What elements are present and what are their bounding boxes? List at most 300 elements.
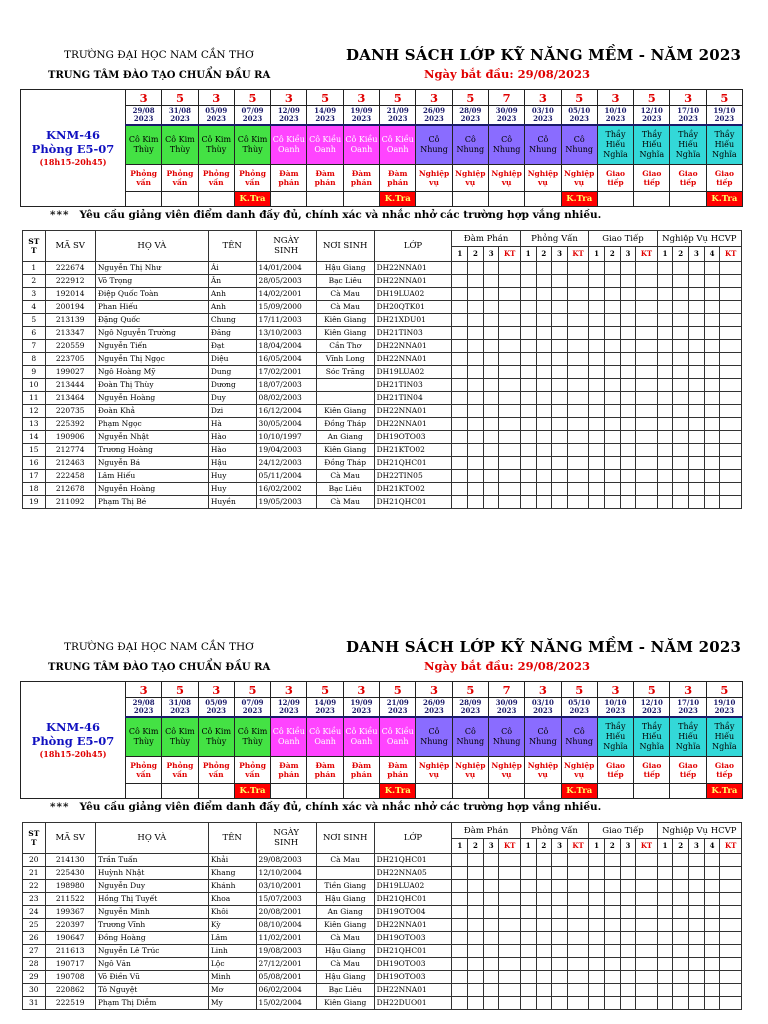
attendance-cell[interactable] — [636, 470, 657, 483]
attendance-cell[interactable] — [657, 431, 673, 444]
attendance-cell[interactable] — [620, 262, 636, 275]
attendance-cell[interactable] — [704, 997, 720, 1010]
attendance-cell[interactable] — [468, 262, 484, 275]
attendance-cell[interactable] — [689, 366, 705, 379]
attendance-cell[interactable] — [567, 314, 588, 327]
attendance-cell[interactable] — [483, 340, 499, 353]
attendance-cell[interactable] — [589, 867, 605, 880]
attendance-cell[interactable] — [499, 353, 520, 366]
attendance-cell[interactable] — [499, 431, 520, 444]
attendance-cell[interactable] — [704, 288, 720, 301]
attendance-cell[interactable] — [636, 431, 657, 444]
attendance-cell[interactable] — [604, 418, 620, 431]
attendance-cell[interactable] — [657, 906, 673, 919]
attendance-cell[interactable] — [452, 418, 468, 431]
attendance-cell[interactable] — [536, 444, 552, 457]
attendance-cell[interactable] — [536, 392, 552, 405]
attendance-cell[interactable] — [636, 262, 657, 275]
attendance-cell[interactable] — [483, 932, 499, 945]
attendance-cell[interactable] — [673, 945, 689, 958]
attendance-cell[interactable] — [567, 971, 588, 984]
attendance-cell[interactable] — [589, 431, 605, 444]
attendance-cell[interactable] — [536, 353, 552, 366]
attendance-cell[interactable] — [673, 301, 689, 314]
attendance-cell[interactable] — [657, 483, 673, 496]
attendance-cell[interactable] — [552, 854, 568, 867]
attendance-cell[interactable] — [720, 275, 742, 288]
attendance-cell[interactable] — [620, 971, 636, 984]
attendance-cell[interactable] — [567, 984, 588, 997]
attendance-cell[interactable] — [673, 379, 689, 392]
attendance-cell[interactable] — [567, 431, 588, 444]
attendance-cell[interactable] — [536, 893, 552, 906]
attendance-cell[interactable] — [468, 431, 484, 444]
attendance-cell[interactable] — [620, 288, 636, 301]
attendance-cell[interactable] — [468, 392, 484, 405]
attendance-cell[interactable] — [673, 340, 689, 353]
attendance-cell[interactable] — [552, 327, 568, 340]
attendance-cell[interactable] — [673, 444, 689, 457]
attendance-cell[interactable] — [552, 314, 568, 327]
attendance-cell[interactable] — [552, 340, 568, 353]
attendance-cell[interactable] — [468, 457, 484, 470]
attendance-cell[interactable] — [452, 314, 468, 327]
attendance-cell[interactable] — [589, 958, 605, 971]
attendance-cell[interactable] — [636, 353, 657, 366]
attendance-cell[interactable] — [636, 366, 657, 379]
attendance-cell[interactable] — [720, 327, 742, 340]
attendance-cell[interactable] — [704, 880, 720, 893]
attendance-cell[interactable] — [499, 906, 520, 919]
attendance-cell[interactable] — [536, 457, 552, 470]
attendance-cell[interactable] — [704, 431, 720, 444]
attendance-cell[interactable] — [520, 457, 536, 470]
attendance-cell[interactable] — [704, 906, 720, 919]
attendance-cell[interactable] — [536, 496, 552, 509]
attendance-cell[interactable] — [499, 366, 520, 379]
attendance-cell[interactable] — [689, 418, 705, 431]
attendance-cell[interactable] — [452, 366, 468, 379]
attendance-cell[interactable] — [468, 893, 484, 906]
attendance-cell[interactable] — [704, 392, 720, 405]
attendance-cell[interactable] — [499, 483, 520, 496]
attendance-cell[interactable] — [604, 893, 620, 906]
attendance-cell[interactable] — [552, 867, 568, 880]
attendance-cell[interactable] — [636, 893, 657, 906]
attendance-cell[interactable] — [673, 418, 689, 431]
attendance-cell[interactable] — [620, 932, 636, 945]
attendance-cell[interactable] — [620, 379, 636, 392]
attendance-cell[interactable] — [552, 997, 568, 1010]
attendance-cell[interactable] — [552, 366, 568, 379]
attendance-cell[interactable] — [520, 906, 536, 919]
attendance-cell[interactable] — [636, 997, 657, 1010]
attendance-cell[interactable] — [452, 470, 468, 483]
attendance-cell[interactable] — [499, 893, 520, 906]
attendance-cell[interactable] — [604, 327, 620, 340]
attendance-cell[interactable] — [483, 275, 499, 288]
attendance-cell[interactable] — [567, 854, 588, 867]
attendance-cell[interactable] — [552, 971, 568, 984]
attendance-cell[interactable] — [589, 444, 605, 457]
attendance-cell[interactable] — [520, 470, 536, 483]
attendance-cell[interactable] — [499, 379, 520, 392]
attendance-cell[interactable] — [589, 997, 605, 1010]
attendance-cell[interactable] — [673, 275, 689, 288]
attendance-cell[interactable] — [452, 867, 468, 880]
attendance-cell[interactable] — [673, 984, 689, 997]
attendance-cell[interactable] — [567, 405, 588, 418]
attendance-cell[interactable] — [536, 418, 552, 431]
attendance-cell[interactable] — [604, 275, 620, 288]
attendance-cell[interactable] — [520, 366, 536, 379]
attendance-cell[interactable] — [552, 906, 568, 919]
attendance-cell[interactable] — [483, 880, 499, 893]
attendance-cell[interactable] — [567, 288, 588, 301]
attendance-cell[interactable] — [604, 301, 620, 314]
attendance-cell[interactable] — [620, 431, 636, 444]
attendance-cell[interactable] — [620, 880, 636, 893]
attendance-cell[interactable] — [657, 496, 673, 509]
attendance-cell[interactable] — [604, 288, 620, 301]
attendance-cell[interactable] — [483, 470, 499, 483]
attendance-cell[interactable] — [499, 958, 520, 971]
attendance-cell[interactable] — [604, 945, 620, 958]
attendance-cell[interactable] — [483, 366, 499, 379]
attendance-cell[interactable] — [657, 932, 673, 945]
attendance-cell[interactable] — [704, 496, 720, 509]
attendance-cell[interactable] — [520, 262, 536, 275]
attendance-cell[interactable] — [620, 906, 636, 919]
attendance-cell[interactable] — [673, 919, 689, 932]
attendance-cell[interactable] — [673, 353, 689, 366]
attendance-cell[interactable] — [520, 919, 536, 932]
attendance-cell[interactable] — [604, 314, 620, 327]
attendance-cell[interactable] — [520, 483, 536, 496]
attendance-cell[interactable] — [604, 392, 620, 405]
attendance-cell[interactable] — [704, 379, 720, 392]
attendance-cell[interactable] — [520, 997, 536, 1010]
attendance-cell[interactable] — [567, 945, 588, 958]
attendance-cell[interactable] — [657, 262, 673, 275]
attendance-cell[interactable] — [468, 418, 484, 431]
attendance-cell[interactable] — [552, 984, 568, 997]
attendance-cell[interactable] — [520, 893, 536, 906]
attendance-cell[interactable] — [589, 893, 605, 906]
attendance-cell[interactable] — [520, 945, 536, 958]
attendance-cell[interactable] — [589, 262, 605, 275]
attendance-cell[interactable] — [620, 366, 636, 379]
attendance-cell[interactable] — [636, 854, 657, 867]
attendance-cell[interactable] — [483, 301, 499, 314]
attendance-cell[interactable] — [604, 997, 620, 1010]
attendance-cell[interactable] — [720, 483, 742, 496]
attendance-cell[interactable] — [452, 353, 468, 366]
attendance-cell[interactable] — [620, 314, 636, 327]
attendance-cell[interactable] — [567, 932, 588, 945]
attendance-cell[interactable] — [520, 867, 536, 880]
attendance-cell[interactable] — [636, 340, 657, 353]
attendance-cell[interactable] — [704, 353, 720, 366]
attendance-cell[interactable] — [483, 392, 499, 405]
attendance-cell[interactable] — [567, 470, 588, 483]
attendance-cell[interactable] — [720, 470, 742, 483]
attendance-cell[interactable] — [520, 932, 536, 945]
attendance-cell[interactable] — [483, 483, 499, 496]
attendance-cell[interactable] — [499, 919, 520, 932]
attendance-cell[interactable] — [720, 457, 742, 470]
attendance-cell[interactable] — [536, 971, 552, 984]
attendance-cell[interactable] — [657, 984, 673, 997]
attendance-cell[interactable] — [452, 893, 468, 906]
attendance-cell[interactable] — [468, 932, 484, 945]
attendance-cell[interactable] — [657, 919, 673, 932]
attendance-cell[interactable] — [620, 405, 636, 418]
attendance-cell[interactable] — [673, 496, 689, 509]
attendance-cell[interactable] — [689, 958, 705, 971]
attendance-cell[interactable] — [620, 470, 636, 483]
attendance-cell[interactable] — [567, 379, 588, 392]
attendance-cell[interactable] — [673, 431, 689, 444]
attendance-cell[interactable] — [604, 496, 620, 509]
attendance-cell[interactable] — [689, 314, 705, 327]
attendance-cell[interactable] — [673, 314, 689, 327]
attendance-cell[interactable] — [689, 483, 705, 496]
attendance-cell[interactable] — [567, 867, 588, 880]
attendance-cell[interactable] — [520, 392, 536, 405]
attendance-cell[interactable] — [720, 919, 742, 932]
attendance-cell[interactable] — [499, 880, 520, 893]
attendance-cell[interactable] — [483, 353, 499, 366]
attendance-cell[interactable] — [483, 984, 499, 997]
attendance-cell[interactable] — [720, 392, 742, 405]
attendance-cell[interactable] — [499, 971, 520, 984]
attendance-cell[interactable] — [589, 932, 605, 945]
attendance-cell[interactable] — [589, 405, 605, 418]
attendance-cell[interactable] — [567, 392, 588, 405]
attendance-cell[interactable] — [636, 496, 657, 509]
attendance-cell[interactable] — [520, 418, 536, 431]
attendance-cell[interactable] — [483, 288, 499, 301]
attendance-cell[interactable] — [636, 932, 657, 945]
attendance-cell[interactable] — [636, 327, 657, 340]
attendance-cell[interactable] — [552, 457, 568, 470]
attendance-cell[interactable] — [567, 893, 588, 906]
attendance-cell[interactable] — [452, 379, 468, 392]
attendance-cell[interactable] — [567, 906, 588, 919]
attendance-cell[interactable] — [499, 457, 520, 470]
attendance-cell[interactable] — [520, 984, 536, 997]
attendance-cell[interactable] — [620, 483, 636, 496]
attendance-cell[interactable] — [567, 444, 588, 457]
attendance-cell[interactable] — [689, 301, 705, 314]
attendance-cell[interactable] — [552, 431, 568, 444]
attendance-cell[interactable] — [499, 392, 520, 405]
attendance-cell[interactable] — [720, 893, 742, 906]
attendance-cell[interactable] — [657, 893, 673, 906]
attendance-cell[interactable] — [520, 971, 536, 984]
attendance-cell[interactable] — [499, 314, 520, 327]
attendance-cell[interactable] — [657, 971, 673, 984]
attendance-cell[interactable] — [720, 945, 742, 958]
attendance-cell[interactable] — [636, 444, 657, 457]
attendance-cell[interactable] — [468, 288, 484, 301]
attendance-cell[interactable] — [567, 880, 588, 893]
attendance-cell[interactable] — [620, 418, 636, 431]
attendance-cell[interactable] — [657, 457, 673, 470]
attendance-cell[interactable] — [452, 906, 468, 919]
attendance-cell[interactable] — [720, 867, 742, 880]
attendance-cell[interactable] — [720, 301, 742, 314]
attendance-cell[interactable] — [604, 483, 620, 496]
attendance-cell[interactable] — [536, 867, 552, 880]
attendance-cell[interactable] — [657, 945, 673, 958]
attendance-cell[interactable] — [483, 431, 499, 444]
attendance-cell[interactable] — [589, 314, 605, 327]
attendance-cell[interactable] — [673, 932, 689, 945]
attendance-cell[interactable] — [468, 470, 484, 483]
attendance-cell[interactable] — [657, 275, 673, 288]
attendance-cell[interactable] — [536, 431, 552, 444]
attendance-cell[interactable] — [636, 379, 657, 392]
attendance-cell[interactable] — [589, 984, 605, 997]
attendance-cell[interactable] — [552, 483, 568, 496]
attendance-cell[interactable] — [520, 275, 536, 288]
attendance-cell[interactable] — [620, 893, 636, 906]
attendance-cell[interactable] — [589, 496, 605, 509]
attendance-cell[interactable] — [720, 431, 742, 444]
attendance-cell[interactable] — [657, 314, 673, 327]
attendance-cell[interactable] — [499, 932, 520, 945]
attendance-cell[interactable] — [620, 340, 636, 353]
attendance-cell[interactable] — [536, 327, 552, 340]
attendance-cell[interactable] — [483, 327, 499, 340]
attendance-cell[interactable] — [483, 971, 499, 984]
attendance-cell[interactable] — [452, 262, 468, 275]
attendance-cell[interactable] — [636, 958, 657, 971]
attendance-cell[interactable] — [636, 945, 657, 958]
attendance-cell[interactable] — [452, 444, 468, 457]
attendance-cell[interactable] — [520, 444, 536, 457]
attendance-cell[interactable] — [483, 262, 499, 275]
attendance-cell[interactable] — [620, 919, 636, 932]
attendance-cell[interactable] — [499, 275, 520, 288]
attendance-cell[interactable] — [483, 379, 499, 392]
attendance-cell[interactable] — [720, 314, 742, 327]
attendance-cell[interactable] — [689, 997, 705, 1010]
attendance-cell[interactable] — [552, 893, 568, 906]
attendance-cell[interactable] — [604, 379, 620, 392]
attendance-cell[interactable] — [689, 919, 705, 932]
attendance-cell[interactable] — [468, 854, 484, 867]
attendance-cell[interactable] — [468, 366, 484, 379]
attendance-cell[interactable] — [673, 997, 689, 1010]
attendance-cell[interactable] — [720, 984, 742, 997]
attendance-cell[interactable] — [704, 340, 720, 353]
attendance-cell[interactable] — [657, 444, 673, 457]
attendance-cell[interactable] — [499, 418, 520, 431]
attendance-cell[interactable] — [636, 919, 657, 932]
attendance-cell[interactable] — [468, 984, 484, 997]
attendance-cell[interactable] — [589, 392, 605, 405]
attendance-cell[interactable] — [452, 496, 468, 509]
attendance-cell[interactable] — [657, 366, 673, 379]
attendance-cell[interactable] — [636, 314, 657, 327]
attendance-cell[interactable] — [720, 932, 742, 945]
attendance-cell[interactable] — [604, 340, 620, 353]
attendance-cell[interactable] — [452, 340, 468, 353]
attendance-cell[interactable] — [536, 945, 552, 958]
attendance-cell[interactable] — [657, 327, 673, 340]
attendance-cell[interactable] — [636, 405, 657, 418]
attendance-cell[interactable] — [673, 288, 689, 301]
attendance-cell[interactable] — [567, 418, 588, 431]
attendance-cell[interactable] — [483, 906, 499, 919]
attendance-cell[interactable] — [567, 997, 588, 1010]
attendance-cell[interactable] — [636, 418, 657, 431]
attendance-cell[interactable] — [589, 919, 605, 932]
attendance-cell[interactable] — [552, 405, 568, 418]
attendance-cell[interactable] — [689, 340, 705, 353]
attendance-cell[interactable] — [536, 379, 552, 392]
attendance-cell[interactable] — [689, 880, 705, 893]
attendance-cell[interactable] — [689, 379, 705, 392]
attendance-cell[interactable] — [452, 288, 468, 301]
attendance-cell[interactable] — [589, 457, 605, 470]
attendance-cell[interactable] — [657, 470, 673, 483]
attendance-cell[interactable] — [689, 854, 705, 867]
attendance-cell[interactable] — [620, 457, 636, 470]
attendance-cell[interactable] — [567, 275, 588, 288]
attendance-cell[interactable] — [536, 314, 552, 327]
attendance-cell[interactable] — [520, 854, 536, 867]
attendance-cell[interactable] — [689, 431, 705, 444]
attendance-cell[interactable] — [483, 444, 499, 457]
attendance-cell[interactable] — [520, 314, 536, 327]
attendance-cell[interactable] — [483, 867, 499, 880]
attendance-cell[interactable] — [520, 431, 536, 444]
attendance-cell[interactable] — [468, 971, 484, 984]
attendance-cell[interactable] — [536, 919, 552, 932]
attendance-cell[interactable] — [536, 340, 552, 353]
attendance-cell[interactable] — [620, 997, 636, 1010]
attendance-cell[interactable] — [452, 405, 468, 418]
attendance-cell[interactable] — [604, 932, 620, 945]
attendance-cell[interactable] — [452, 327, 468, 340]
attendance-cell[interactable] — [552, 444, 568, 457]
attendance-cell[interactable] — [620, 984, 636, 997]
attendance-cell[interactable] — [468, 314, 484, 327]
attendance-cell[interactable] — [520, 288, 536, 301]
attendance-cell[interactable] — [673, 457, 689, 470]
attendance-cell[interactable] — [483, 958, 499, 971]
attendance-cell[interactable] — [468, 301, 484, 314]
attendance-cell[interactable] — [657, 288, 673, 301]
attendance-cell[interactable] — [720, 379, 742, 392]
attendance-cell[interactable] — [536, 880, 552, 893]
attendance-cell[interactable] — [689, 392, 705, 405]
attendance-cell[interactable] — [552, 932, 568, 945]
attendance-cell[interactable] — [536, 958, 552, 971]
attendance-cell[interactable] — [552, 958, 568, 971]
attendance-cell[interactable] — [552, 353, 568, 366]
attendance-cell[interactable] — [657, 353, 673, 366]
attendance-cell[interactable] — [499, 340, 520, 353]
attendance-cell[interactable] — [552, 288, 568, 301]
attendance-cell[interactable] — [704, 470, 720, 483]
attendance-cell[interactable] — [673, 971, 689, 984]
attendance-cell[interactable] — [604, 906, 620, 919]
